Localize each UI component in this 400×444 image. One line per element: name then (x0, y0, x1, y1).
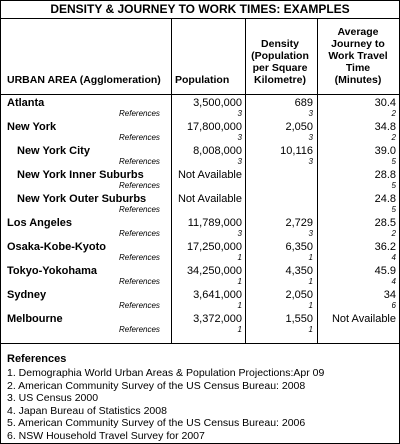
row-travel-ref: 2 (391, 133, 396, 142)
row-density-ref: 3 (308, 109, 313, 118)
row-population: Not Available (177, 193, 242, 205)
header-density (245, 38, 315, 86)
row-population-ref: 3 (237, 109, 242, 118)
row-area-name: Atlanta (7, 97, 45, 109)
row-population-ref: 3 (237, 157, 242, 166)
row-travel-ref: 5 (391, 157, 396, 166)
row-area-name: New York (7, 121, 57, 133)
row-area-name: Los Angeles (7, 217, 72, 229)
row-population-ref: 1 (237, 301, 242, 310)
row-travel-ref: 5 (391, 181, 396, 190)
row-population: 17,250,000 (186, 241, 242, 253)
row-area-name: New York Inner Suburbs (17, 169, 144, 181)
row-density: 4,350 (285, 265, 313, 277)
row-references-label: References (119, 277, 160, 286)
row-travel-ref: 2 (391, 109, 396, 118)
header-density-line: Density (261, 38, 299, 50)
row-population-ref: 1 (237, 277, 242, 286)
row-travel-time: 28.8 (374, 169, 396, 181)
reference-item: 3. US Census 2000 (7, 392, 99, 404)
header-travel-line: Journey to (331, 38, 385, 50)
row-area-name: Osaka-Kobe-Kyoto (7, 241, 107, 253)
reference-item: 5. American Community Survey of the US Census Bureau: 2006 (7, 417, 306, 429)
reference-item: 4. Japan Bureau of Statistics 2008 (7, 404, 167, 417)
row-area-name: New York City (17, 145, 90, 157)
row-population: 8,008,000 (193, 145, 242, 157)
row-travel-time: 45.9 (374, 265, 396, 277)
row-references-label: References (119, 205, 160, 214)
row-density-ref: 3 (308, 157, 313, 166)
table-bottom-divider (1, 343, 399, 344)
row-travel-ref: 4 (391, 253, 396, 262)
row-references-label: References (119, 301, 160, 310)
row-density: 2,729 (285, 217, 313, 229)
row-density: 10,116 (280, 145, 313, 157)
row-area-name: Tokyo-Yokohama (7, 265, 98, 277)
row-density: 6,350 (285, 241, 313, 253)
row-references-label: References (119, 157, 160, 166)
row-population: 3,500,000 (193, 97, 242, 109)
reference-item: 1. Demographia World Urban Areas & Population Projections:Apr 09 (7, 367, 325, 379)
row-population-ref: 3 (237, 133, 242, 142)
row-travel-time: 34 (383, 289, 396, 301)
row-travel-time: 39.0 (374, 145, 396, 157)
table-title: DENSITY & JOURNEY TO WORK TIMES: EXAMPLES (1, 1, 399, 19)
row-travel-time: 24.8 (374, 193, 396, 205)
row-population: 17,800,000 (186, 121, 242, 133)
row-population: 34,250,000 (186, 265, 242, 277)
row-density-ref: 1 (308, 277, 313, 286)
row-population-ref: 1 (237, 325, 242, 334)
row-references-label: References (119, 181, 160, 190)
reference-item: 2. American Community Survey of the US Census Bureau: 2008 (7, 379, 306, 392)
row-density: 2,050 (285, 121, 313, 133)
header-density-line: Kilometre) (254, 74, 306, 86)
row-density-ref: 3 (308, 133, 313, 142)
header-divider (1, 94, 399, 95)
row-travel-ref: 2 (391, 229, 396, 238)
header-travel-time (318, 26, 398, 86)
row-travel-time: Not Available (331, 313, 396, 325)
row-population-ref: 1 (237, 253, 242, 262)
row-travel-ref: 6 (391, 301, 396, 310)
row-travel-time: 30.4 (374, 97, 396, 109)
row-population: Not Available (177, 169, 242, 181)
row-references-label: References (119, 253, 160, 262)
header-travel-line: Work Travel (328, 50, 388, 62)
row-population: 11,789,000 (187, 217, 242, 229)
header-population: Population (175, 74, 230, 86)
row-references-label: References (119, 325, 160, 334)
row-density-ref: 1 (308, 301, 313, 310)
row-travel-ref: 4 (391, 277, 396, 286)
row-references-label: References (119, 109, 160, 118)
header-travel-line: (Minutes) (334, 74, 382, 86)
row-area-name: Sydney (7, 289, 47, 301)
references-title: References (7, 353, 67, 365)
reference-item: 6. NSW Household Travel Survey for 2007 (7, 429, 205, 442)
row-density: 689 (294, 97, 313, 109)
row-density-ref: 1 (308, 325, 313, 334)
header-density-line: per Square (252, 62, 308, 74)
row-travel-time: 28.5 (374, 217, 396, 229)
row-density-ref: 1 (308, 253, 313, 262)
row-density-ref: 3 (308, 229, 313, 238)
row-area-name: Melbourne (7, 313, 63, 325)
row-density: 1,550 (285, 313, 313, 325)
row-population-ref: 3 (237, 229, 242, 238)
row-area-name: New York Outer Suburbs (17, 193, 147, 205)
row-travel-time: 36.2 (374, 241, 396, 253)
row-density: 2,050 (285, 289, 313, 301)
row-travel-ref: 5 (391, 205, 396, 214)
row-references-label: References (119, 229, 160, 238)
header-urban-area: URBAN AREA (Agglomeration) (7, 74, 161, 86)
header-travel-line: Average (337, 26, 379, 38)
row-population: 3,641,000 (193, 289, 242, 301)
row-references-label: References (119, 133, 160, 142)
row-travel-time: 34.8 (374, 121, 396, 133)
header-density-line: (Population (251, 50, 309, 62)
row-population: 3,372,000 (193, 313, 242, 325)
header-travel-line: Time (345, 62, 371, 74)
